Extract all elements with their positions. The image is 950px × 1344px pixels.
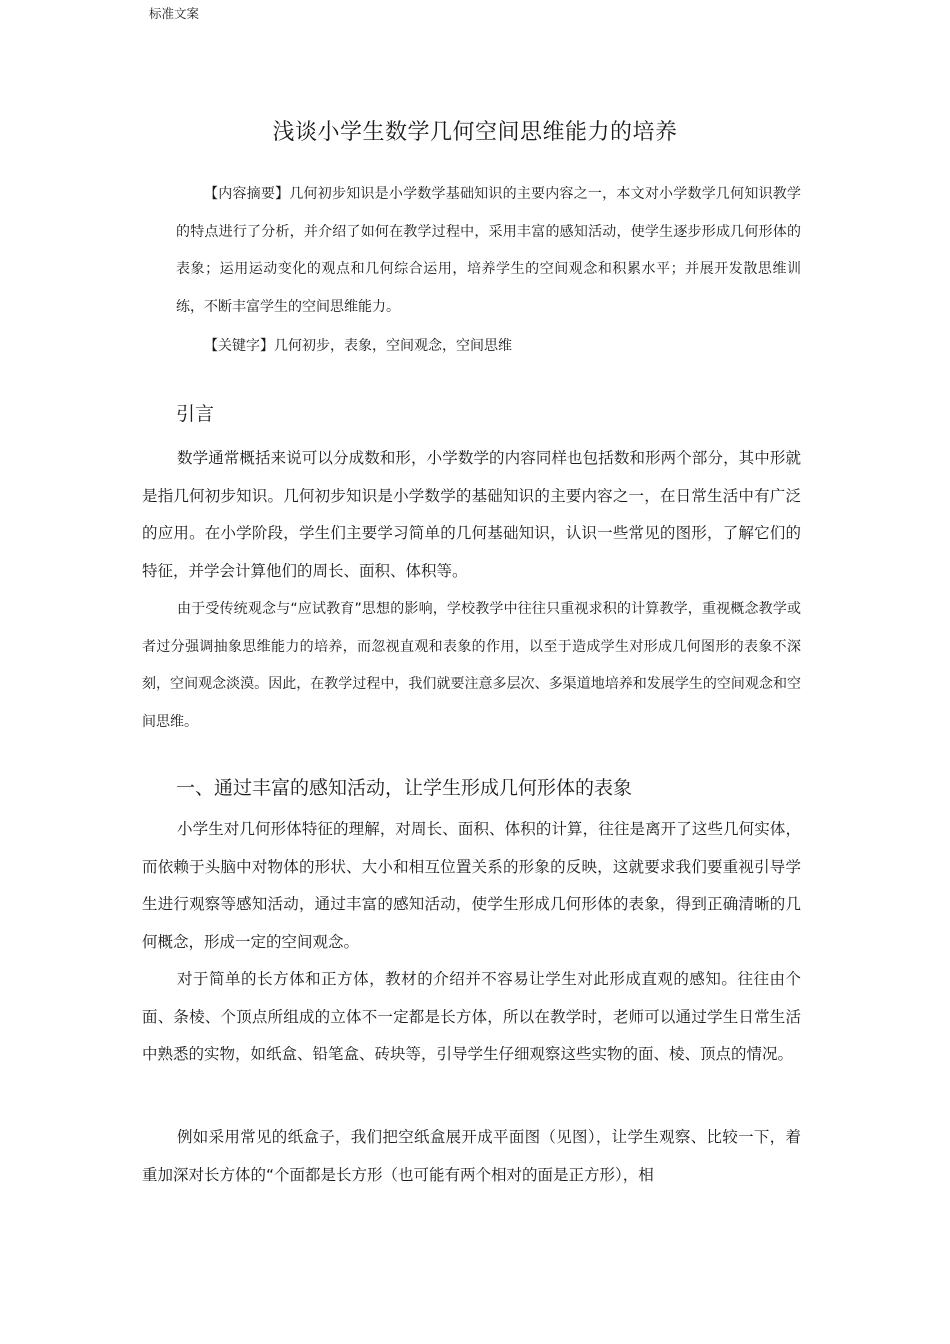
keywords-text: 几何初步，表象，空间观念，空间思维 (274, 338, 512, 354)
intro-paragraph-1: 数学通常概括来说可以分成数和形，小学数学的内容同样也包括数和形两个部分，其中形就是指几何初步知识。几何初步知识是小学数学的基础知识的主要内容之一，在日常生活中有广泛的应用。在小学阶段，学生们主要学习简单的几何基础知识，认识一些常见的图形，了解它们的特征，并学会计算他们的周长、面积、体积等。 (142, 449, 801, 580)
abstract-label: 【内容摘要】 (204, 186, 290, 202)
intro-heading: 引言 (176, 403, 215, 425)
section-1-heading: 一、通过丰富的感知活动，让学生形成几何形体的表象 (176, 777, 633, 799)
abstract (176, 176, 801, 326)
section-1-paragraph-3: 例如采用常见的纸盒子，我们把空纸盒展开成平面图（见图），让学生观察、比较一下，着重加深对长方体的“个面都是长方形（也可能有两个相对的面是正方形），相 (142, 1128, 801, 1184)
page-title: 浅谈小学生数学几何空间思维能力的培养 (272, 120, 678, 145)
abstract-text: 几何初步知识是小学数学基础知识的主要内容之一，本文对小学数学几何知识教学的特点进行了分析，并介绍了如何在教学过程中，采用丰富的感知活动，使学生逐步形成几何形体的表象；运用运动变化的观点和几何综合运用，培养学生的空间观念和积累水平；并展开发散思维训练，不断丰富学生的空间思维能力。 (176, 186, 802, 315)
section-1-paragraph-1: 小学生对几何形体特征的理解，对周长、面积、体积的计算，往往是离开了这些几何实体，而依赖于头脑中对物体的形状、大小和相互位置关系的形象的反映，这就要求我们要重视引导学生进行观察等感知活动，通过丰富的感知活动，使学生形成几何形体的表象，得到正确清晰的几何概念，形成一定的空间观念。 (142, 820, 801, 951)
intro-paragraph-2: 由于受传统观念与“应试教育”思想的影响，学校教学中往往只重视求积的计算教学，重视概念教学或者过分强调抽象思维能力的培养，而忽视直观和表象的作用，以至于造成学生对形成几何图形的表象不深刻，空间观念淡漠。因此，在教学过程中，我们就要注意多层次、多渠道地培养和发展学生的空间观念和空间思维。 (142, 601, 801, 730)
keywords-label: 【关键字】 (204, 338, 274, 354)
section-1-paragraph-2: 对于简单的长方体和正方体，教材的介绍并不容易让学生对此形成直观的感知。往往由个面、条棱、个顶点所组成的立体不一定都是长方体，所以在教学时，老师可以通过学生日常生活中熟悉的实物，如纸盒、铅笔盒、砖块等，引导学生仔细观察这些实物的面、棱、顶点的情况。 (142, 970, 801, 1063)
header-tag: 标准文案 (149, 6, 200, 21)
keywords (176, 331, 801, 361)
